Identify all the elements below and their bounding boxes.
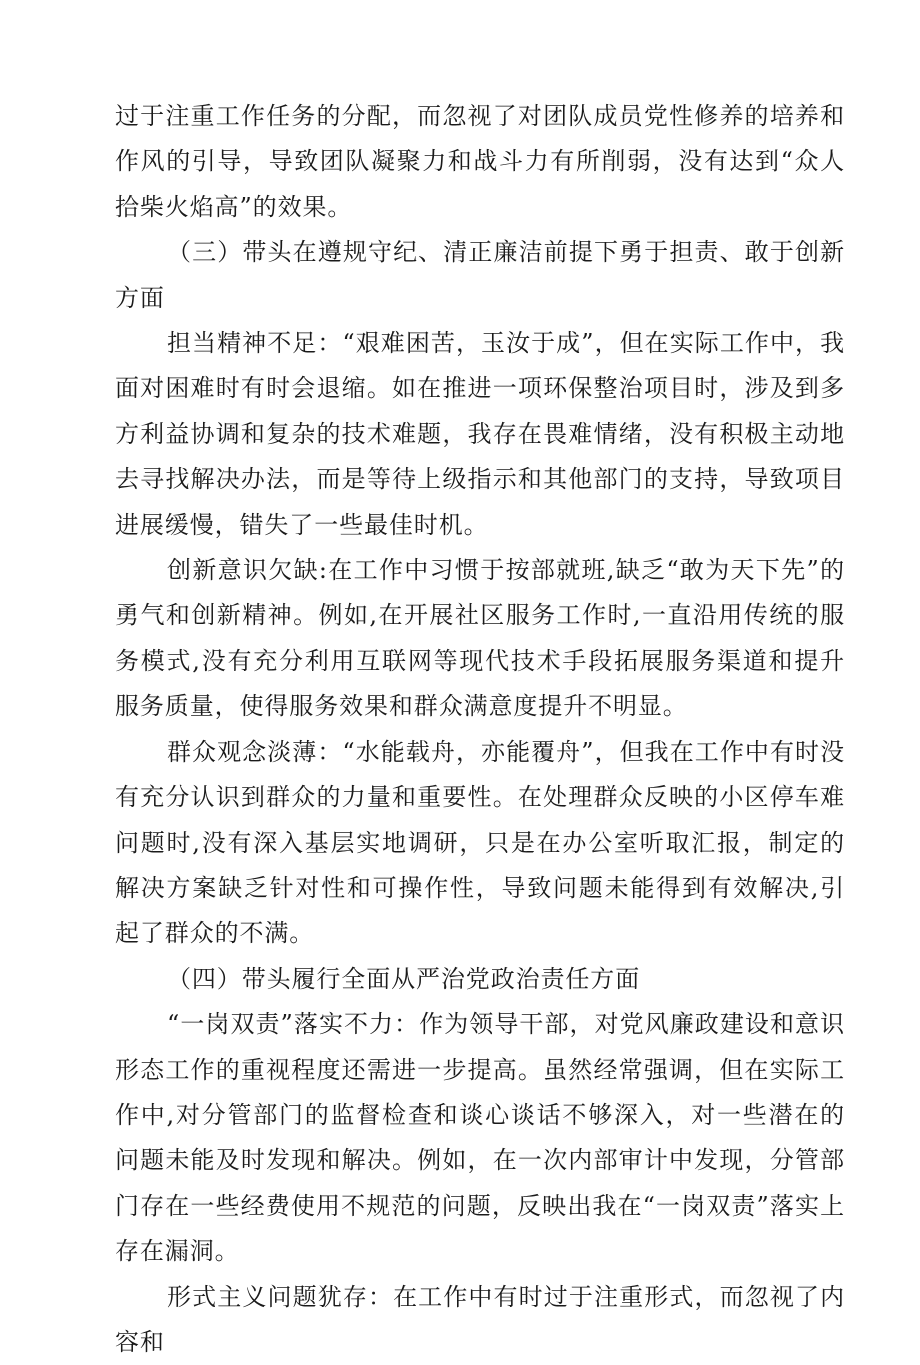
paragraph-responsibility: 担当精神不足：“艰难困苦，玉汝于成”，但在实际工作中，我面对困难时有时会退缩。如在推进一项环保整治项目时，涉及到多方利益协调和复杂的技术难题，我存在畏难情绪，没有积极主动地去寻找解决办法，而是等待上级指示和其他部门的支持，导致项目进展缓慢，错失了一些最佳时机。: [115, 329, 845, 539]
section-heading-3: （三）带头在遵规守纪、清正廉洁前提下勇于担责、敢于创新方面: [115, 238, 845, 312]
section-heading-4: （四）带头履行全面从严治党政治责任方面: [167, 964, 641, 993]
paragraph-dual-duty: “一岗双责”落实不力：作为领导干部，对党风廉政建设和意识形态工作的重视程度还需进一步提高。虽然经常强调，但在实际工作中,对分管部门的监督检查和谈心谈话不够深入，对一些潜在的问题未能及时发现和解决。例如，在一次内部审计中发现，分管部门存在一些经费使用不规范的问题，反映出我在“一岗双责”落实上存在漏洞。: [115, 1010, 845, 1266]
document-body: [115, 94, 845, 1365]
paragraph-innovation: 创新意识欠缺:在工作中习惯于按部就班,缺乏“敢为天下先”的勇气和创新精神。例如,在开展社区服务工作时,一直沿用传统的服务模式,没有充分利用互联网等现代技术手段拓展服务渠道和提升服务质量，使得服务效果和群众满意度提升不明显。: [115, 556, 845, 721]
paragraph-masses: 群众观念淡薄：“水能载舟，亦能覆舟”，但我在工作中有时没有充分认识到群众的力量和重要性。在处理群众反映的小区停车难问题时,没有深入基层实地调研，只是在办公室听取汇报，制定的解决方案缺乏针对性和可操作性，导致问题未能得到有效解决,引起了群众的不满。: [115, 737, 845, 948]
paragraph-formalism: 形式主义问题犹存：在工作中有时过于注重形式，而忽视了内容和: [115, 1282, 845, 1356]
paragraph-continuation: 过于注重工作任务的分配，而忽视了对团队成员党性修养的培养和作风的引导，导致团队凝聚力和战斗力有所削弱，没有达到“众人拾柴火焰高”的效果。: [115, 102, 845, 221]
